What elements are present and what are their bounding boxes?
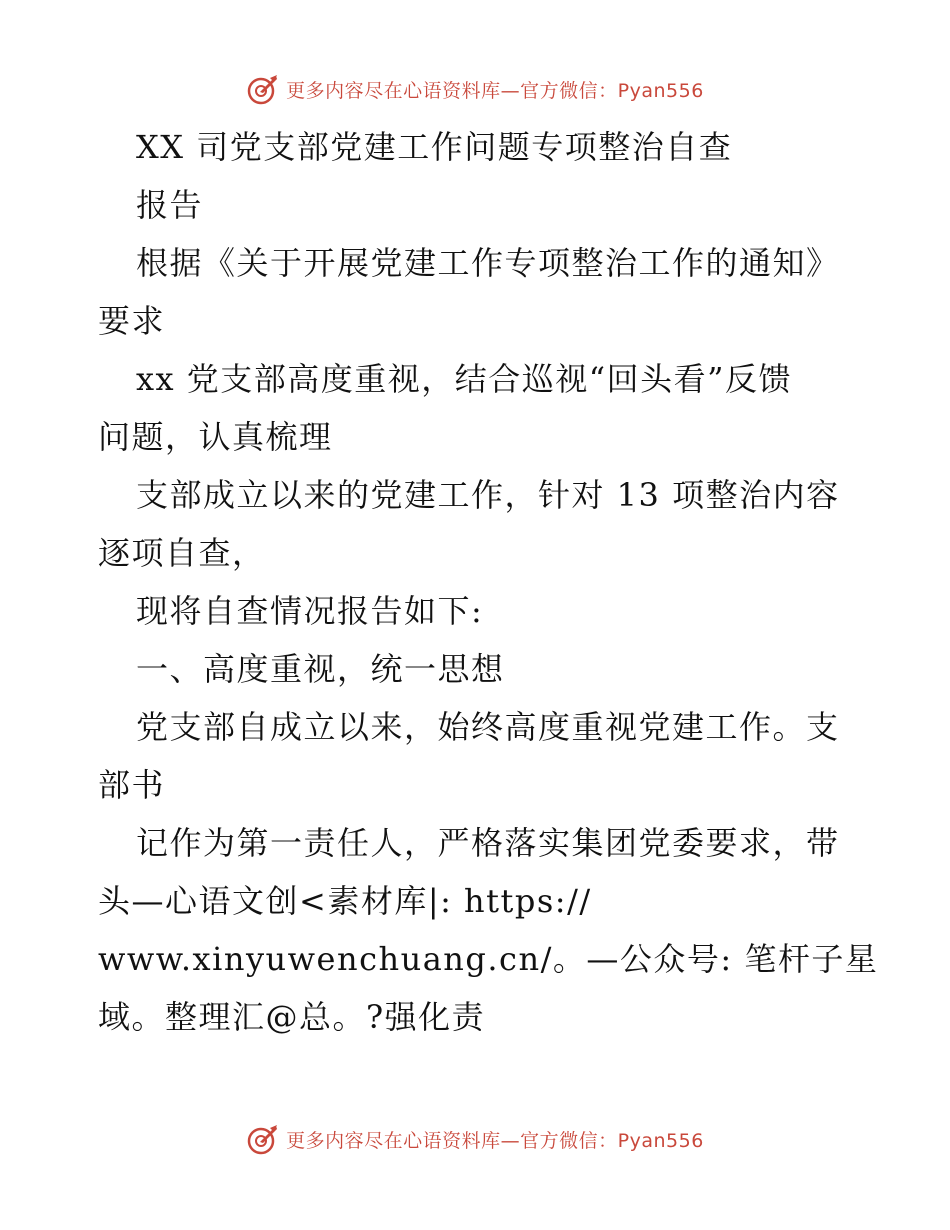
document-line: 一、高度重视，统一思想	[136, 650, 505, 688]
footer-watermark	[0, 1122, 950, 1156]
document-line: www.xinyuwenchuang.cn/。—公众号: 笔杆子星	[98, 940, 879, 978]
document-line: 支部成立以来的党建工作，针对 13 项整治内容	[136, 476, 840, 514]
document-line: 党支部自成立以来，始终高度重视党建工作。支	[136, 708, 840, 746]
watermark-text: 更多内容尽在心语资料库—官方微信：Pyan556	[286, 79, 704, 102]
document-line: 根据《关于开展党建工作专项整治工作的通知》	[136, 244, 840, 282]
document-body	[98, 118, 879, 1046]
watermark-text: 更多内容尽在心语资料库—官方微信：Pyan556	[286, 1129, 704, 1152]
document-line: 域。整理汇@总。?强化责	[98, 998, 486, 1036]
document-line: 现将自查情况报告如下:	[136, 592, 484, 630]
document-line: 头—心语文创<素材库|: https://	[98, 882, 592, 920]
document-line: 要求	[98, 302, 166, 340]
document-line: 逐项自查，	[98, 534, 266, 572]
header-watermark	[0, 72, 950, 106]
document-line: 问题，认真梳理	[98, 418, 333, 456]
document-line: xx 党支部高度重视，结合巡视“回头看”反馈	[136, 360, 792, 398]
document-line: 报告	[136, 186, 204, 224]
quill-circle-icon	[246, 1122, 280, 1156]
quill-circle-icon	[246, 72, 280, 106]
document-line: XX 司党支部党建工作问题专项整治自查	[136, 128, 733, 166]
document-line: 部书	[98, 766, 166, 804]
document-line: 记作为第一责任人，严格落实集团党委要求，带	[136, 824, 840, 862]
